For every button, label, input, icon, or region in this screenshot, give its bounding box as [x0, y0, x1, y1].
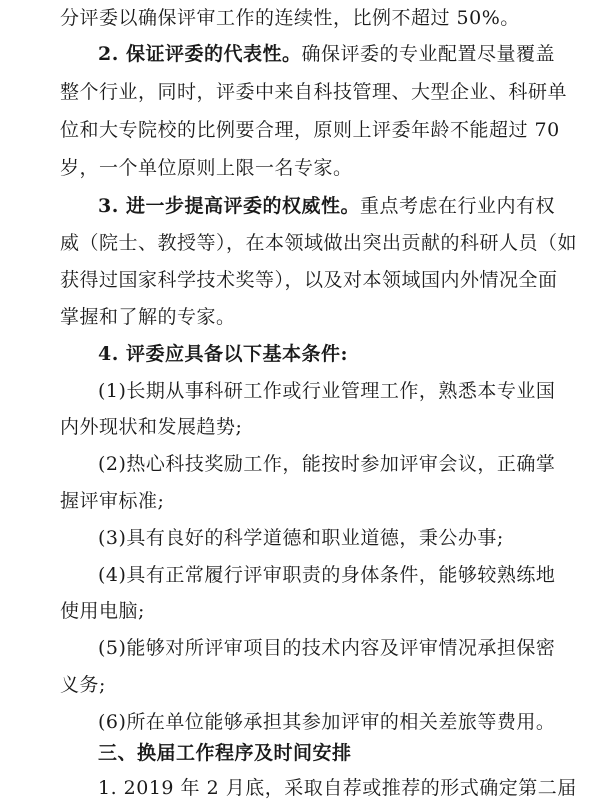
- item4-heading: 4. 评委应具备以下基本条件:: [98, 343, 348, 365]
- section3-heading: 三、换届工作程序及时间安排: [98, 742, 352, 764]
- condition-2-line-2: 握评审标准;: [60, 490, 165, 512]
- item2-line-2: 整个行业，同时，评委中来自科技管理、大型企业、科研单: [60, 81, 568, 103]
- intro-line-1: 分评委以确保评审工作的连续性，比例不超过 50%。: [60, 7, 520, 29]
- item2-line-4: 岁，一个单位原则上限一名专家。: [60, 157, 353, 179]
- item3-line-4: 掌握和了解的专家。: [60, 306, 236, 328]
- item2-first-line: [98, 42, 555, 66]
- condition-4-line-2: 使用电脑;: [60, 600, 145, 622]
- step1-line-1: 1. 2019 年 2 月底，采取自荐或推荐的形式确定第二届: [98, 777, 577, 799]
- condition-3-line-1: (3)具有良好的科学道德和职业道德，秉公办事;: [98, 527, 504, 549]
- condition-2-line-1: (2)热心科技奖励工作，能按时参加评审会议，正确掌: [98, 453, 556, 475]
- item2-title: 2. 保证评委的代表性。: [98, 43, 302, 65]
- item3-line-2: 威（院士、教授等），在本领域做出突出贡献的科研人员（如: [60, 232, 578, 254]
- condition-5-line-2: 义务;: [60, 674, 106, 696]
- item3-title: 3. 进一步提高评委的权威性。: [98, 195, 360, 217]
- item2-line1-rest: 确保评委的专业配置尽量覆盖: [301, 43, 555, 65]
- item3-line1-rest: 重点考虑在行业内有权: [359, 195, 555, 217]
- condition-4-line-1: (4)具有正常履行评审职责的身体条件，能够较熟练地: [98, 564, 556, 586]
- condition-6-line-1: (6)所在单位能够承担其参加评审的相关差旅等费用。: [98, 711, 556, 733]
- item3-line-3: 获得过国家科学技术奖等），以及对本领域国内外情况全面: [60, 269, 558, 291]
- condition-1-line-2: 内外现状和发展趋势;: [60, 416, 243, 438]
- condition-1-line-1: (1)长期从事科研工作或行业管理工作，熟悉本专业国: [98, 380, 556, 402]
- condition-5-line-1: (5)能够对所评审项目的技术内容及评审情况承担保密: [98, 637, 556, 659]
- item2-line-3: 位和大专院校的比例要合理，原则上评委年龄不能超过 70: [60, 119, 560, 141]
- item3-first-line: [98, 194, 555, 218]
